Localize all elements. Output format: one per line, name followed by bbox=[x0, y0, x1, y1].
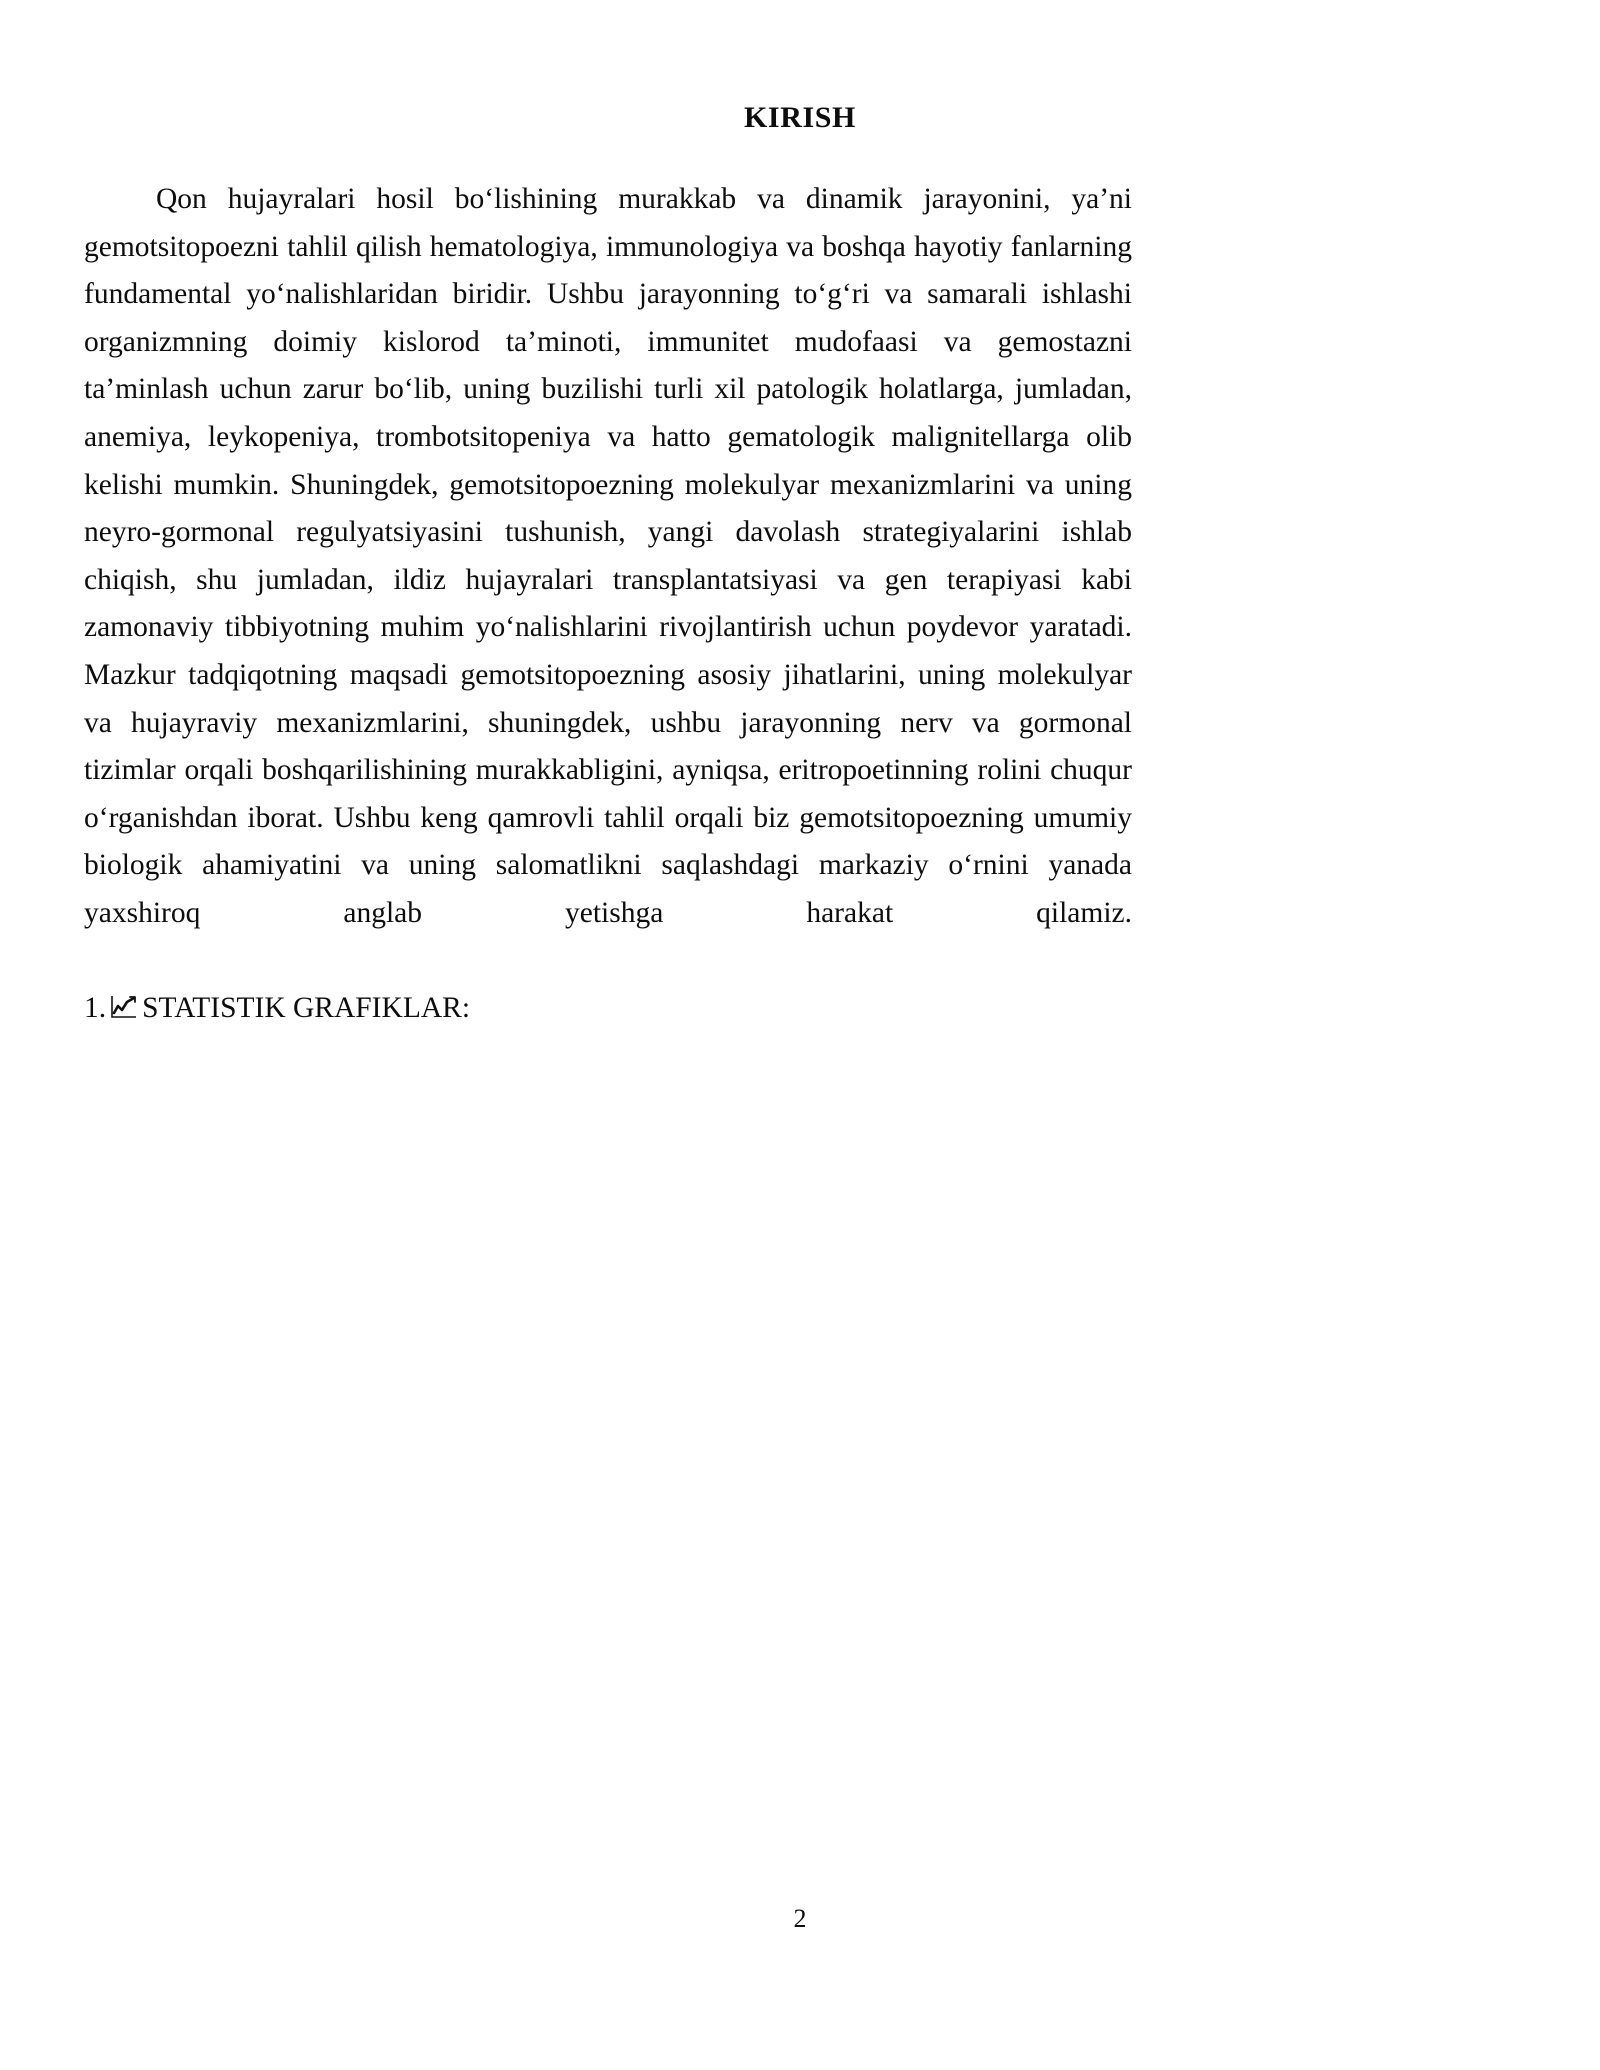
section-heading-statistik-grafiklar bbox=[84, 985, 1132, 1033]
section-number: 1. bbox=[84, 992, 107, 1025]
chart-increasing-icon bbox=[108, 993, 138, 1021]
page-title: KIRISH bbox=[744, 101, 856, 135]
body-column bbox=[84, 176, 1132, 1033]
section-label: STATISTIK GRAFIKLAR: bbox=[142, 992, 471, 1025]
page-number: 2 bbox=[793, 1904, 807, 1933]
intro-paragraph: Qon hujayralari hosil bo‘lishining murakkab va dinamik jarayonini, ya’ni gemotsitopoezni tahlil qilish hematologiya, immunologiya va boshqa hayotiy fanlarning fundamental yo‘nalishlaridan biridir. Ushbu jarayonning to‘g‘ri va samarali ishlashi organizmning doimiy kislorod ta’minoti, immunitet mudofaasi va gemostazni ta’minlash uchun zarur bo‘lib, uning buzilishi turli xil patologik holatlarga, jumladan, anemiya, leykopeniya, trombotsitopeniya va hatto gematologik malignitellarga olib kelishi mumkin. Shuningdek, gemotsitopoezning molekulyar mexanizmlarini va uning neyro-gormonal regulyatsiyasini tushunish, yangi davolash strategiyalarini ishlab chiqish, shu jumladan, ildiz hujayralari transplantatsiyasi va gen terapiyasi kabi zamonaviy tibbiyotning muhim yo‘nalishlarini rivojlantirish uchun poydevor yaratadi. Mazkur tadqiqotning maqsadi gemotsitopoezning asosiy jihatlarini, uning molekulyar va hujayraviy mexanizmlarini, shuningdek, ushbu jarayonning nerv va gormonal tizimlar orqali boshqarilishining murakkabligini, ayniqsa, eritropoetinning rolini chuqur o‘rganishdan iborat. Ushbu keng qamrovli tahlil orqali biz gemotsitopoezning umumiy biologik ahamiyatini va uning salomatlikni saqlashdagi markaziy o‘rnini yanada yaxshiroq anglab yetishga harakat qilamiz. bbox=[84, 183, 1132, 929]
